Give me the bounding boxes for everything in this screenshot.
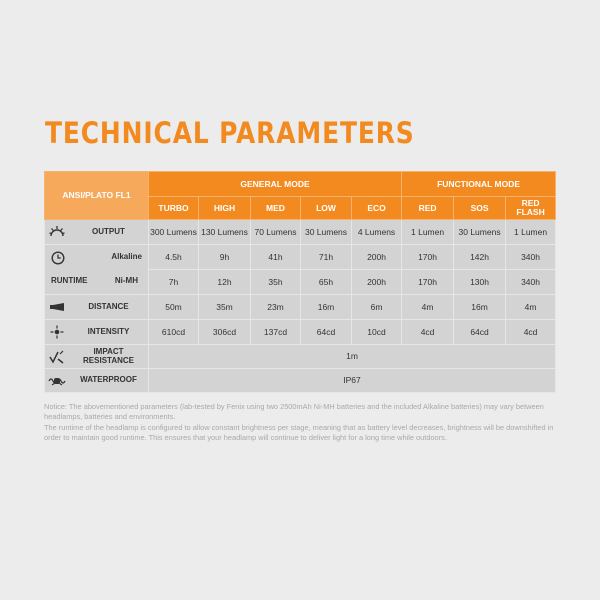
runtime-label: RUNTIME — [51, 276, 88, 285]
alkaline-value: 41h — [251, 245, 301, 270]
header-row-groups — [45, 172, 556, 197]
mode-header: TURBO — [149, 197, 199, 220]
notice-text — [44, 402, 556, 444]
row-impact — [45, 345, 556, 369]
distance-value: 4m — [506, 295, 556, 320]
alkaline-value: 142h — [454, 245, 506, 270]
output-value: 30 Lumens — [301, 220, 352, 245]
impact-label: IMPACT RESISTANCE — [83, 347, 134, 365]
output-value: 30 Lumens — [454, 220, 506, 245]
nimh-value: 130h — [454, 270, 506, 295]
row-output — [45, 220, 556, 245]
alkaline-value: 4.5h — [149, 245, 199, 270]
distance-value: 4m — [402, 295, 454, 320]
output-value: 130 Lumens — [199, 220, 251, 245]
intensity-value: 610cd — [149, 320, 199, 345]
intensity-value: 64cd — [301, 320, 352, 345]
alkaline-value: 340h — [506, 245, 556, 270]
corner-label: ANSI/PLATO FL1 — [45, 172, 149, 220]
alkaline-value: 71h — [301, 245, 352, 270]
mode-header: RED — [402, 197, 454, 220]
output-value: 1 Lumen — [506, 220, 556, 245]
alkaline-value: 170h — [402, 245, 454, 270]
alkaline-value: 9h — [199, 245, 251, 270]
output-label-cell — [45, 220, 149, 245]
group-general-mode: GENERAL MODE — [149, 172, 402, 197]
output-value: 1 Lumen — [402, 220, 454, 245]
clock-icon — [51, 251, 65, 267]
mode-header: ECO — [352, 197, 402, 220]
mode-header: MED — [251, 197, 301, 220]
impact-value: 1m — [149, 345, 556, 369]
waterproof-label: WATERPROOF — [80, 375, 137, 385]
page-title: TECHNICAL PARAMETERS — [45, 116, 415, 150]
output-value: 4 Lumens — [352, 220, 402, 245]
intensity-label: INTENSITY — [87, 326, 130, 336]
spec-table — [44, 171, 556, 393]
row-intensity — [45, 320, 556, 345]
waterproof-value: IP67 — [149, 369, 556, 393]
mode-header: LOW — [301, 197, 352, 220]
group-functional-mode: FUNCTIONAL MODE — [402, 172, 556, 197]
sun-rays-icon — [45, 225, 69, 239]
waterproof-icon — [45, 375, 69, 387]
distance-value: 23m — [251, 295, 301, 320]
intensity-value: 4cd — [506, 320, 556, 345]
intensity-value: 10cd — [352, 320, 402, 345]
impact-icon — [45, 350, 69, 364]
output-value: 70 Lumens — [251, 220, 301, 245]
nimh-value: 170h — [402, 270, 454, 295]
nimh-label: Ni-MH — [114, 276, 138, 285]
intensity-value: 306cd — [199, 320, 251, 345]
distance-value: 50m — [149, 295, 199, 320]
row-waterproof — [45, 369, 556, 393]
mode-header: SOS — [454, 197, 506, 220]
beam-distance-icon — [45, 302, 69, 312]
row-runtime-alkaline — [45, 245, 556, 270]
intensity-value: 4cd — [402, 320, 454, 345]
nimh-value: 65h — [301, 270, 352, 295]
distance-value: 35m — [199, 295, 251, 320]
alkaline-value: 200h — [352, 245, 402, 270]
nimh-value: 200h — [352, 270, 402, 295]
intensity-label-cell — [45, 320, 149, 345]
intensity-value: 137cd — [251, 320, 301, 345]
runtime-label-cell — [45, 245, 149, 295]
distance-label: DISTANCE — [88, 301, 129, 311]
waterproof-label-cell — [45, 369, 149, 393]
nimh-value: 35h — [251, 270, 301, 295]
mode-header: HIGH — [199, 197, 251, 220]
notice-paragraph-2: The runtime of the headlamp is configured to allow constant brightness per stage, meaning that as battery level decreases, brightness will be downshifted in order to maintain good runtime. This ensures that your headlamp will continue to deliver light for a long time while outdoors. — [44, 422, 554, 443]
notice-paragraph-1: Notice: The abovementioned parameters (lab-tested by Fenix using two 2500mAh Ni-MH batteries and the included Alkaline batteries) may vary between headlamps, batteries and environments. — [44, 402, 544, 422]
alkaline-label: Alkaline — [111, 252, 142, 261]
output-value: 300 Lumens — [149, 220, 199, 245]
nimh-value: 7h — [149, 270, 199, 295]
mode-header: RED FLASH — [506, 197, 556, 220]
distance-value: 16m — [301, 295, 352, 320]
crosshair-icon — [45, 325, 69, 339]
row-distance — [45, 295, 556, 320]
distance-label-cell — [45, 295, 149, 320]
distance-value: 6m — [352, 295, 402, 320]
nimh-value: 340h — [506, 270, 556, 295]
nimh-value: 12h — [199, 270, 251, 295]
distance-value: 16m — [454, 295, 506, 320]
output-label: OUTPUT — [92, 226, 125, 236]
impact-label-cell — [45, 345, 149, 369]
intensity-value: 64cd — [454, 320, 506, 345]
